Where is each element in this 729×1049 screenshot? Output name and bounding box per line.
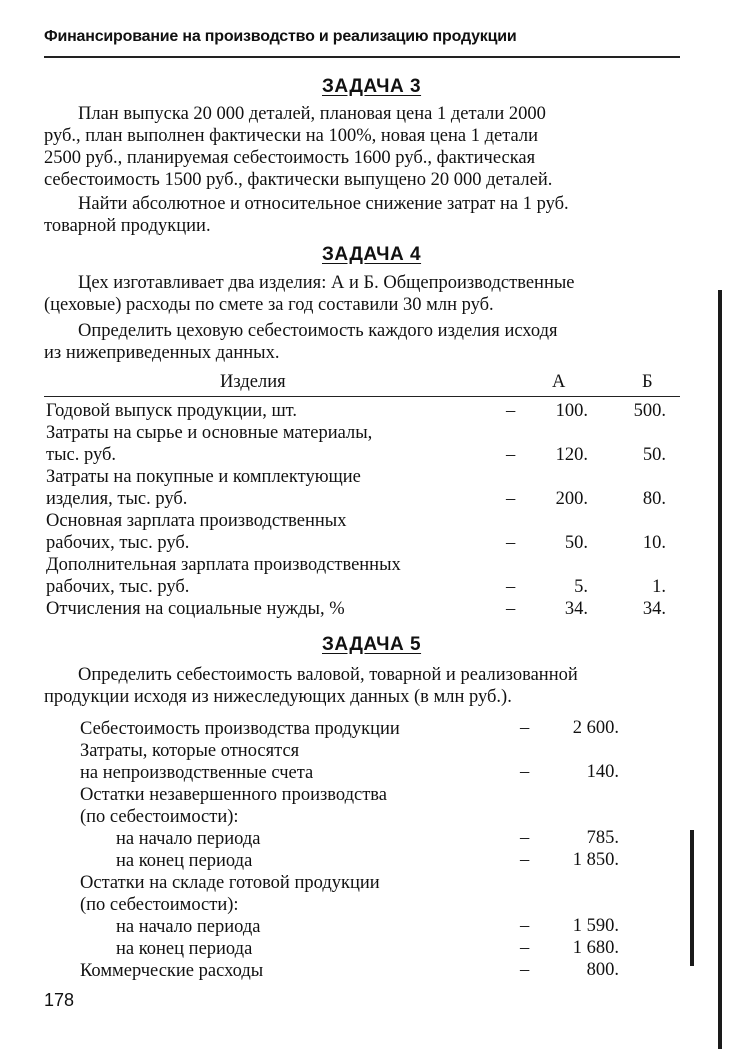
item-value: 140. bbox=[586, 762, 619, 782]
text-line: из нижеприведенных данных. bbox=[44, 343, 280, 363]
table-row bbox=[44, 510, 680, 554]
row-label bbox=[46, 554, 496, 598]
table-row bbox=[44, 422, 680, 466]
item-dash: – bbox=[520, 762, 530, 782]
text-line: План выпуска 20 000 деталей, плановая цена 1 детали 2000 bbox=[78, 104, 546, 124]
task5-paragraph-1 bbox=[44, 664, 680, 708]
value-b: 500. bbox=[633, 401, 666, 421]
value-b: 1. bbox=[652, 577, 666, 597]
item-text: на начало периода bbox=[116, 829, 261, 849]
scan-edge-mark bbox=[690, 830, 694, 966]
table-row bbox=[44, 466, 680, 510]
table-row bbox=[44, 400, 680, 422]
row-label bbox=[46, 510, 496, 554]
item-dash: – bbox=[520, 960, 530, 980]
item-value: 2 600. bbox=[572, 718, 619, 738]
page-number: 178 bbox=[44, 990, 75, 1010]
row-label: Годовой выпуск продукции, шт. bbox=[46, 401, 298, 421]
column-header-items: Изделия bbox=[220, 372, 286, 392]
task4-title: ЗАДАЧА 4 bbox=[322, 244, 422, 265]
text-line: Определить цеховую себестоимость каждого изделия исходя bbox=[78, 321, 558, 341]
text-line: руб., план выполнен фактически на 100%, новая цена 1 детали bbox=[44, 126, 539, 146]
task3-paragraph-2 bbox=[44, 193, 680, 237]
text-line: продукции исходя из нижеследующих данных (в млн руб.). bbox=[44, 687, 512, 707]
row-label: Отчисления на социальные нужды, % bbox=[46, 599, 345, 619]
value-a: 100. bbox=[555, 401, 588, 421]
text-line: товарной продукции. bbox=[44, 216, 211, 236]
value-b: 10. bbox=[642, 533, 666, 553]
item-text: Коммерческие расходы bbox=[80, 961, 264, 981]
item-value: 800. bbox=[586, 960, 619, 980]
row-label bbox=[46, 422, 496, 466]
task4-paragraph-2 bbox=[44, 320, 680, 364]
column-header-a: А bbox=[552, 372, 566, 392]
item-text: на непроизводственные счета bbox=[80, 763, 314, 783]
row-label-line: тыс. руб. bbox=[46, 445, 117, 465]
table-row bbox=[44, 598, 680, 620]
item-text: (по себестоимости): bbox=[80, 807, 239, 827]
value-b: 50. bbox=[642, 445, 666, 465]
item-value: 785. bbox=[586, 828, 619, 848]
item-text: Затраты, которые относятся bbox=[80, 741, 300, 761]
item-dash: – bbox=[520, 718, 530, 738]
task5-title: ЗАДАЧА 5 bbox=[322, 634, 422, 655]
text-line: Найти абсолютное и относительное снижение затрат на 1 руб. bbox=[78, 194, 569, 214]
item-text: на конец периода bbox=[116, 939, 253, 959]
item-text: Остатки на складе готовой продукции bbox=[80, 873, 380, 893]
running-header: Финансирование на производство и реализацию продукции bbox=[44, 28, 517, 45]
row-label-line: Основная зарплата производственных bbox=[46, 511, 347, 531]
row-dash: – bbox=[506, 489, 516, 509]
item-value: 1 850. bbox=[572, 850, 619, 870]
row-dash: – bbox=[506, 445, 516, 465]
text-line: (цеховые) расходы по смете за год составили 30 млн руб. bbox=[44, 295, 494, 315]
value-b: 80. bbox=[642, 489, 666, 509]
item-text: (по себестоимости): bbox=[80, 895, 239, 915]
row-label-line: Затраты на сырье и основные материалы, bbox=[46, 423, 373, 443]
row-label-line: рабочих, тыс. руб. bbox=[46, 533, 190, 553]
text-line: 2500 руб., планируемая себестоимость 1600 руб., фактическая bbox=[44, 148, 536, 168]
text-line: себестоимость 1500 руб., фактически выпущено 20 000 деталей. bbox=[44, 170, 553, 190]
header-rule bbox=[44, 56, 680, 58]
table-row bbox=[44, 554, 680, 598]
item-value: 1 590. bbox=[572, 916, 619, 936]
table-header bbox=[44, 370, 680, 397]
row-label-line: Затраты на покупные и комплектующие bbox=[46, 467, 361, 487]
row-dash: – bbox=[506, 577, 516, 597]
row-label-line: Дополнительная зарплата производственных bbox=[46, 555, 401, 575]
column-header-b: Б bbox=[642, 372, 653, 392]
row-label-line: изделия, тыс. руб. bbox=[46, 489, 188, 509]
item-dash: – bbox=[520, 850, 530, 870]
row-label-line: рабочих, тыс. руб. bbox=[46, 577, 190, 597]
value-b: 34. bbox=[642, 599, 666, 619]
value-a: 5. bbox=[574, 577, 588, 597]
row-dash: – bbox=[506, 533, 516, 553]
row-label bbox=[46, 466, 496, 510]
item-text: Остатки незавершенного производства bbox=[80, 785, 388, 805]
value-a: 50. bbox=[564, 533, 588, 553]
item-dash: – bbox=[520, 916, 530, 936]
item-text: Себестоимость производства продукции bbox=[80, 719, 400, 739]
text-line: Определить себестоимость валовой, товарной и реализованной bbox=[78, 665, 578, 685]
task3-paragraph-1 bbox=[44, 103, 680, 191]
item-text: на конец периода bbox=[116, 851, 253, 871]
scan-edge-bar bbox=[718, 290, 722, 1049]
item-value: 1 680. bbox=[572, 938, 619, 958]
item-dash: – bbox=[520, 828, 530, 848]
value-a: 34. bbox=[564, 599, 588, 619]
row-dash: – bbox=[506, 401, 516, 421]
task3-title: ЗАДАЧА 3 bbox=[322, 76, 422, 97]
value-a: 120. bbox=[555, 445, 588, 465]
item-dash: – bbox=[520, 938, 530, 958]
task4-paragraph-1 bbox=[44, 272, 680, 316]
value-a: 200. bbox=[555, 489, 588, 509]
text-line: Цех изготавливает два изделия: А и Б. Общепроизводственные bbox=[78, 273, 575, 293]
item-text: на начало периода bbox=[116, 917, 261, 937]
row-dash: – bbox=[506, 599, 516, 619]
